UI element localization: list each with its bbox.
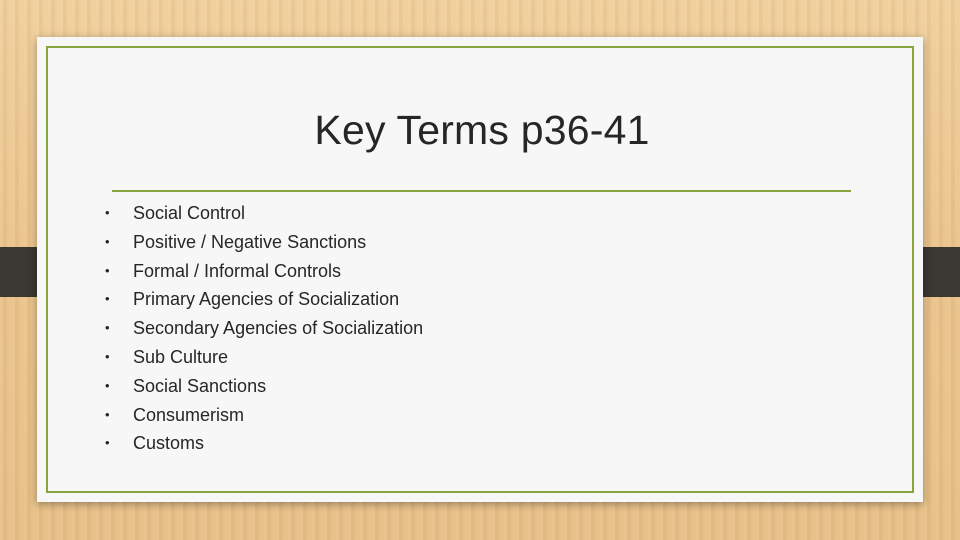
key-terms-list xyxy=(105,199,423,458)
list-item xyxy=(105,343,423,372)
list-item xyxy=(105,401,423,430)
term-text: Positive / Negative Sanctions xyxy=(133,231,367,252)
slide-card xyxy=(37,37,923,502)
term-text: Primary Agencies of Socialization xyxy=(133,289,400,310)
bullet-icon: • xyxy=(105,348,110,364)
bullet-icon: • xyxy=(105,435,110,451)
bullet-icon: • xyxy=(105,406,110,422)
term-text: Sub Culture xyxy=(133,346,229,367)
term-text: Social Sanctions xyxy=(133,375,267,396)
list-item xyxy=(105,199,423,228)
bullet-icon: • xyxy=(105,377,110,393)
title-divider xyxy=(112,190,851,192)
list-item xyxy=(105,429,423,458)
list-item xyxy=(105,372,423,401)
list-item xyxy=(105,314,423,343)
term-text: Customs xyxy=(133,433,205,454)
slide-title: Key Terms p36-41 xyxy=(314,107,650,153)
list-item xyxy=(105,285,423,314)
bullet-icon: • xyxy=(105,262,110,278)
list-item xyxy=(105,257,423,286)
term-text: Social Control xyxy=(133,203,246,223)
list-item xyxy=(105,228,423,257)
bullet-icon: • xyxy=(105,320,110,336)
term-text: Consumerism xyxy=(133,404,245,425)
bullet-icon: • xyxy=(105,205,110,220)
bullet-icon: • xyxy=(105,291,110,307)
bullet-icon: • xyxy=(105,233,110,249)
term-text: Formal / Informal Controls xyxy=(133,260,342,281)
term-text: Secondary Agencies of Socialization xyxy=(133,318,424,339)
